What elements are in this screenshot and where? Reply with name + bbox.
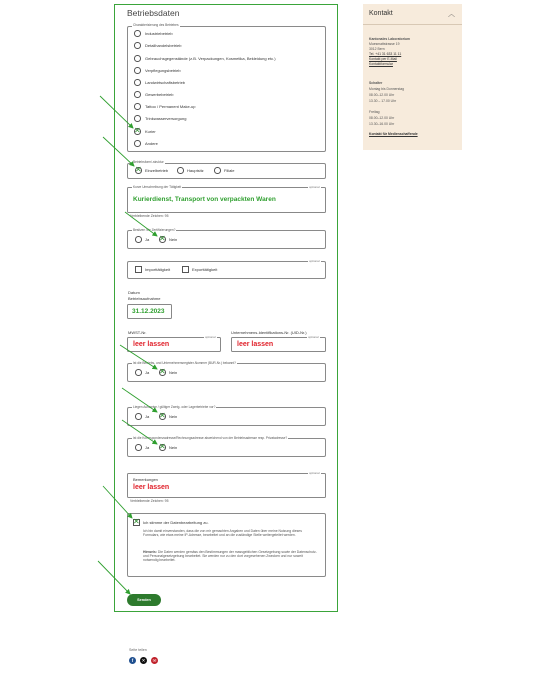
hinweis-label: Hinweis: xyxy=(143,550,157,554)
nein-label: Nein xyxy=(169,414,178,419)
radio-landwirtschaftsbetrieb[interactable] xyxy=(134,79,141,86)
radio-industriebetrieb[interactable] xyxy=(134,30,141,37)
radio-verpflegungsbetrieb[interactable] xyxy=(134,67,141,74)
kontakt-address-1: Muesmattstrasse 19 xyxy=(369,42,400,46)
radio-zweigbetrieb-ja[interactable] xyxy=(135,413,142,420)
taetigkeit-value: Kurierdienst, Transport von verpackten Waren xyxy=(133,196,276,203)
option-label: Gebrauchsgegenstände (z.B. Verpackungen, Kosmetika, Bekleidung etc.) xyxy=(145,56,276,61)
radio-andere[interactable] xyxy=(134,140,141,147)
email-icon[interactable]: ✉ xyxy=(152,658,157,663)
ja-label: Ja xyxy=(145,445,150,450)
export-label: Exporttätigkeit xyxy=(192,267,218,272)
radio-filiale[interactable] xyxy=(214,167,221,174)
radio-gewerbebetrieb[interactable] xyxy=(134,91,141,98)
zertifizierung-fieldset xyxy=(127,230,326,249)
radio-bur-ja[interactable] xyxy=(135,369,142,376)
korrespondenz-fieldset xyxy=(127,438,326,457)
chevron-up-icon[interactable]: ︿ xyxy=(448,11,455,18)
taetigkeit-label: Kurze Umschreibung der Tätigkeit xyxy=(133,185,182,189)
option-label: Industriebetrieb xyxy=(145,31,173,36)
nein-label: Nein xyxy=(169,237,178,242)
uid-value: leer lassen xyxy=(237,341,274,348)
ja-label: Ja xyxy=(145,414,150,419)
radio-detailhandelsbetrieb[interactable] xyxy=(134,42,141,49)
schalter-days: Montag bis Donnerstag xyxy=(369,87,405,91)
kontakt-divider xyxy=(363,24,462,25)
checkbox-import[interactable] xyxy=(135,266,142,273)
datum-label: Datum xyxy=(128,290,140,295)
bur-fieldset xyxy=(127,363,326,382)
share-label: Seite teilen xyxy=(129,648,147,652)
x-mark-icon: ✕ xyxy=(135,165,142,174)
schalter-time-2: 13.30 – 17.00 Uhr xyxy=(369,99,397,103)
x-mark-icon: ✕ xyxy=(159,442,166,451)
x-mark-icon: ✕ xyxy=(159,411,166,420)
option-label: Kurier xyxy=(145,129,156,134)
hinweis-text: Die Daten werden gemäss den Bestimmungen der massgeblichen Gesetzgebung sowie der Datenschutz- und Personalgesetzgebung bearbeitet. Sie werden nur zu den dort vorgesehenen Zwecken und nur soweit notwendig bearbeitet. xyxy=(143,550,317,562)
checkbox-export[interactable] xyxy=(182,266,189,273)
bemerkungen-optional: optional xyxy=(309,471,320,475)
taetigkeit-optional: optional xyxy=(309,185,320,189)
uid-label: Unternehmens-Identifikations-Nr. (UID-Nr.) xyxy=(231,330,307,335)
kontakt-org: Kantonales Laboratorium xyxy=(369,37,411,41)
nein-label: Nein xyxy=(169,445,178,450)
x-icon[interactable]: ✕ xyxy=(141,658,146,663)
ja-label: Ja xyxy=(145,370,150,375)
x-mark-icon: ✕ xyxy=(133,517,140,526)
betriebsform-legend: Betriebsform/-struktur xyxy=(133,160,164,164)
option-label: Andere xyxy=(145,141,158,146)
charakter-legend: Charakterisierung des Betriebes xyxy=(133,23,179,27)
x-mark-icon: ✕ xyxy=(159,234,166,243)
x-mark-icon: ✕ xyxy=(159,367,166,376)
bur-legend: Ist die Betriebs- und Unternehmensregister-Nummer (BUR-Nr.) bekannt? xyxy=(133,361,236,365)
taetigkeit-hint: Verbleibende Zeichen: 95 xyxy=(130,214,169,218)
uid-optional: optional xyxy=(308,335,319,339)
consent-label: Ich stimme der Datenbearbeitung zu. xyxy=(143,520,209,525)
import-label: Importtätigkeit xyxy=(145,267,171,272)
freitag-label: Freitag xyxy=(369,110,380,114)
nein-label: Nein xyxy=(169,370,178,375)
radio-zertifizierung-ja[interactable] xyxy=(135,236,142,243)
option-label: Tattoo / Permanent Make-up xyxy=(145,104,196,109)
radio-gebrauchsgegenstaende[interactable] xyxy=(134,55,141,62)
option-label: Gewerbebetrieb xyxy=(145,92,174,97)
datum-value: 31.12.2023 xyxy=(132,308,165,315)
media-contact-link[interactable]: Kontakt für Medienschaffende xyxy=(369,132,418,136)
radio-korrespondenz-ja[interactable] xyxy=(135,444,142,451)
kontakt-form-link[interactable]: Kontaktformular xyxy=(369,62,393,66)
option-label: Verpflegungsbetrieb xyxy=(145,68,181,73)
mwst-optional: optional xyxy=(205,335,216,339)
bemerkungen-hint: Verbleibende Zeichen: 95 xyxy=(130,499,169,503)
schalter-title: Schalter xyxy=(369,81,383,85)
send-button[interactable]: Senden xyxy=(127,594,161,606)
x-mark-icon: ✕ xyxy=(134,126,141,135)
consent-text: Ich bin damit einverstanden, dass die von mir gemachten Angaben und Daten über meine Nutzung dieses Formulars, wie etwa meine IP-Adresse, bearbeitet und an die zuständige Stelle weitergeleitet werden. xyxy=(143,529,302,537)
radio-tattoo[interactable] xyxy=(134,103,141,110)
freitag-time-2: 13.30–16.00 Uhr xyxy=(369,122,395,126)
bemerkungen-value: leer lassen xyxy=(133,484,170,491)
kontakt-email-link[interactable]: Kontakt per E-Mail xyxy=(369,57,397,61)
schalter-time-1: 08.00–12.00 Uhr xyxy=(369,93,395,97)
zweigbetrieb-legend: Liegen Ausweise / gültiger Zweig- oder Lagerbetriebe vor? xyxy=(133,405,216,409)
option-label: Landwirtschaftsbetrieb xyxy=(145,80,186,85)
filiale-label: Filiale xyxy=(224,168,235,173)
hauptsitz-label: Hauptsitz xyxy=(187,168,204,173)
option-label: Trinkwasserversorgung xyxy=(145,116,187,121)
bemerkungen-label: Bemerkungen xyxy=(133,477,158,482)
zweigbetrieb-fieldset xyxy=(127,407,326,426)
form-title: Betriebsdaten xyxy=(127,8,180,18)
kontakt-address-2: 3012 Bern xyxy=(369,47,385,51)
ja-label: Ja xyxy=(145,237,150,242)
facebook-icon[interactable]: f xyxy=(129,657,136,664)
zertifizierung-legend: Besitzen Sie Zertifizierungen? xyxy=(133,228,176,232)
option-label: Detailhandelsbetrieb xyxy=(145,43,182,48)
kontakt-title: Kontakt xyxy=(369,10,393,17)
kontakt-panel xyxy=(363,4,462,150)
kontakt-phone-link[interactable]: Tel. +41 31 633 11 11 xyxy=(369,52,402,56)
mwst-label: MWST-Nr. xyxy=(128,330,147,335)
betriebsaufnahme-label: Betriebsaufnahme xyxy=(128,296,161,301)
mwst-value: leer lassen xyxy=(133,341,170,348)
freitag-time-1: 08.00–12.00 Uhr xyxy=(369,116,395,120)
einzelbetrieb-label: Einzelbetrieb xyxy=(145,168,169,173)
radio-hauptsitz[interactable] xyxy=(177,167,184,174)
hinweis-block xyxy=(143,550,319,562)
korrespondenz-legend: Ist die Korrespondenzadresse/Rechnungsadresse abweichend von der Betriebsadresse resp. Privatadresse? xyxy=(133,436,288,440)
radio-trinkwasserversorgung[interactable] xyxy=(134,115,141,122)
import-export-optional: optional xyxy=(309,259,320,263)
